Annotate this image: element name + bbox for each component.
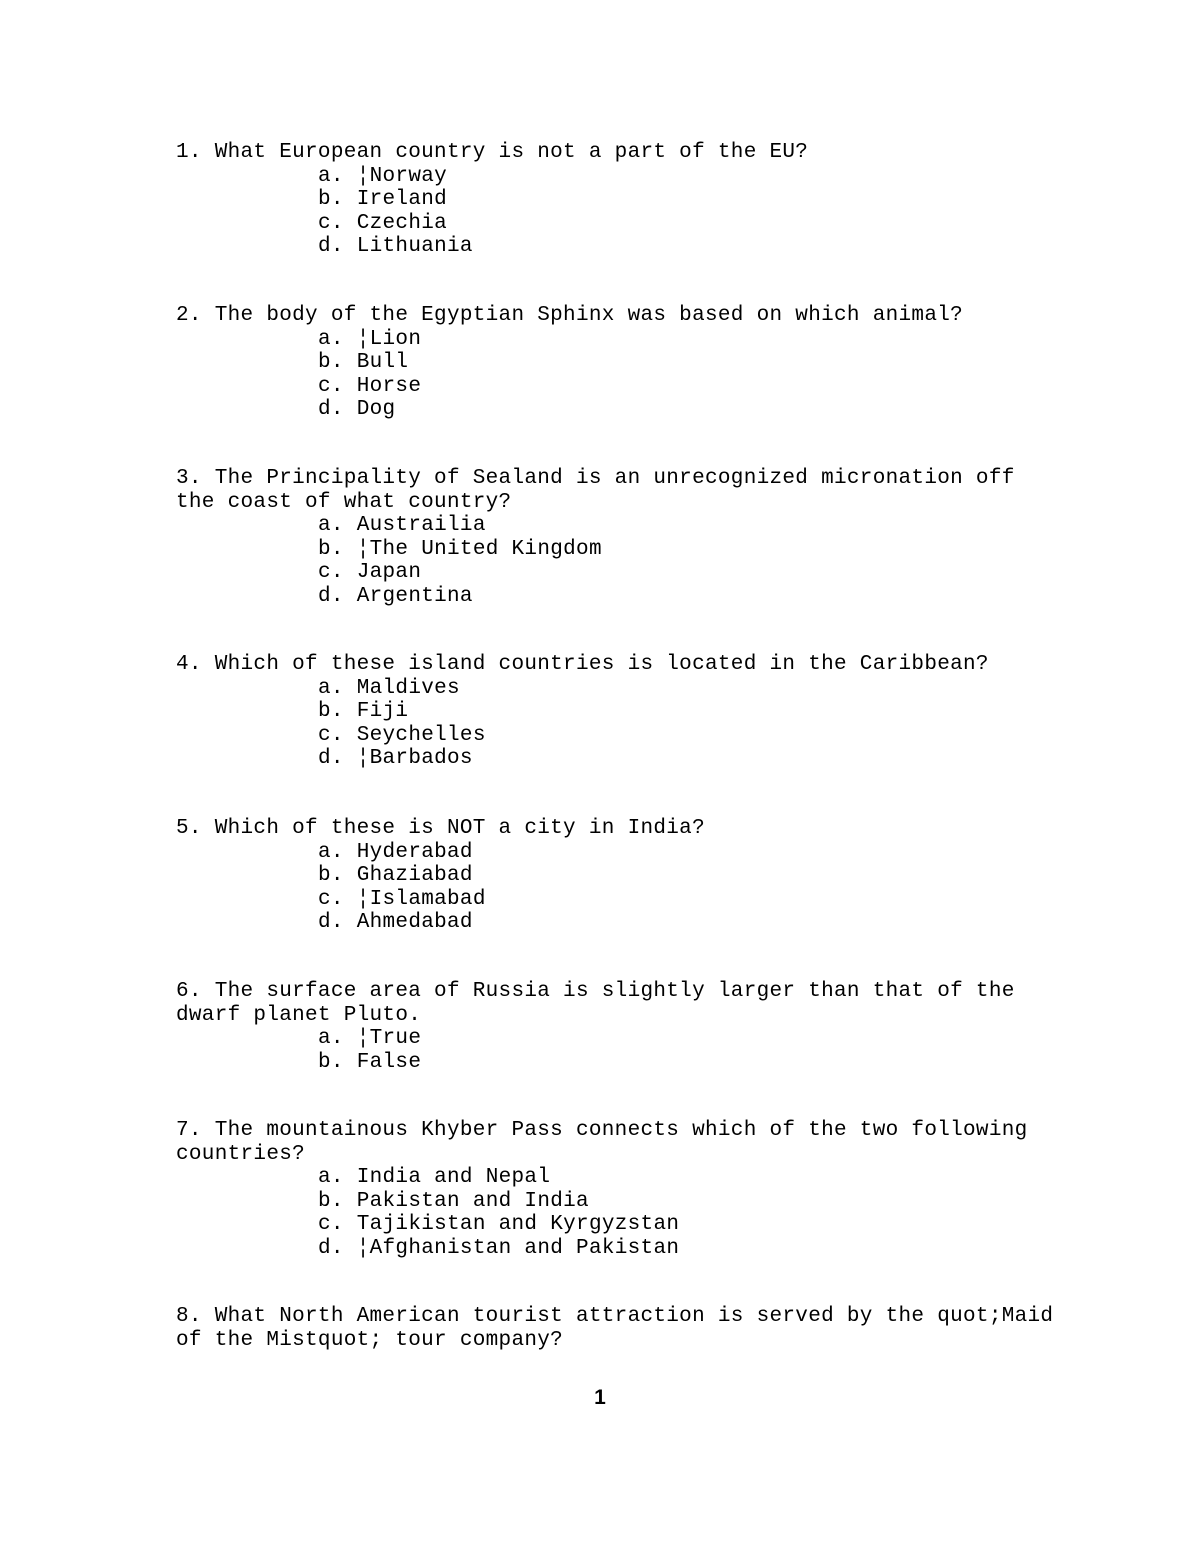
question-text: 2. The body of the Egyptian Sphinx was based on which animal? (176, 304, 964, 327)
question-2 (176, 304, 1056, 422)
question-7 (176, 1119, 1056, 1260)
answer-options (318, 1027, 1056, 1074)
answer-option: a. ¦Norway (318, 164, 448, 188)
answer-option: b. ¦The United Kingdom (318, 537, 602, 561)
question-text: 1. What European country is not a part of the EU? (176, 141, 809, 164)
question-4 (176, 653, 1056, 771)
answer-options (318, 165, 1056, 259)
answer-option: d. Ahmedabad (318, 911, 473, 934)
answer-option: c. Horse (318, 374, 422, 398)
answer-option: a. ¦True (318, 1027, 422, 1050)
answer-options (318, 841, 1056, 935)
answer-option: d. Argentina (318, 584, 473, 608)
answer-option: b. Fiji (318, 700, 409, 723)
answer-option: b. Pakistan and India (318, 1189, 589, 1213)
answer-option: a. Austrailia (318, 514, 486, 537)
answer-option: a. ¦Lion (318, 327, 422, 351)
answer-option: c. ¦Islamabad (318, 887, 486, 911)
answer-option: b. Ireland (318, 188, 448, 211)
answer-option: b. Ghaziabad (318, 864, 473, 887)
question-text: 5. Which of these is NOT a city in India? (176, 817, 705, 840)
answer-option: a. Hyderabad (318, 840, 473, 864)
answer-options (318, 514, 1056, 608)
answer-option: c. Japan (318, 561, 422, 584)
answer-option: d. Lithuania (318, 235, 473, 258)
question-text: 3. The Principality of Sealand is an unrecognized micronation off the coast of what country? (176, 467, 1028, 514)
question-8 (176, 1305, 1067, 1352)
answer-option: d. ¦Barbados (318, 747, 473, 770)
question-text: 7. The mountainous Khyber Pass connects which of the two following countries? (176, 1119, 1041, 1166)
answer-option: c. Tajikistan and Kyrgyzstan (318, 1213, 680, 1236)
page-number: 1 (594, 1386, 606, 1409)
answer-option: a. Maldives (318, 676, 460, 700)
answer-option: a. India and Nepal (318, 1166, 551, 1189)
question-3 (176, 467, 1056, 608)
answer-option: b. False (318, 1050, 422, 1074)
question-1 (176, 141, 1056, 259)
question-5 (176, 817, 1056, 935)
answer-option: b. Bull (318, 351, 409, 374)
answer-option: c. Czechia (318, 211, 448, 235)
answer-option: d. Dog (318, 398, 396, 421)
answer-options (318, 677, 1056, 771)
answer-options (318, 328, 1056, 422)
question-text: 6. The surface area of Russia is slightly larger than that of the dwarf planet Pluto. (176, 980, 1028, 1027)
question-6 (176, 980, 1056, 1074)
question-text: 4. Which of these island countries is located in the Caribbean? (176, 653, 989, 676)
answer-option: d. ¦Afghanistan and Pakistan (318, 1236, 680, 1260)
answer-option: c. Seychelles (318, 723, 486, 747)
question-text: 8. What North American tourist attraction is served by the quot;Maid of the Mistquot; tour company? (176, 1305, 1067, 1352)
answer-options (318, 1166, 1056, 1260)
